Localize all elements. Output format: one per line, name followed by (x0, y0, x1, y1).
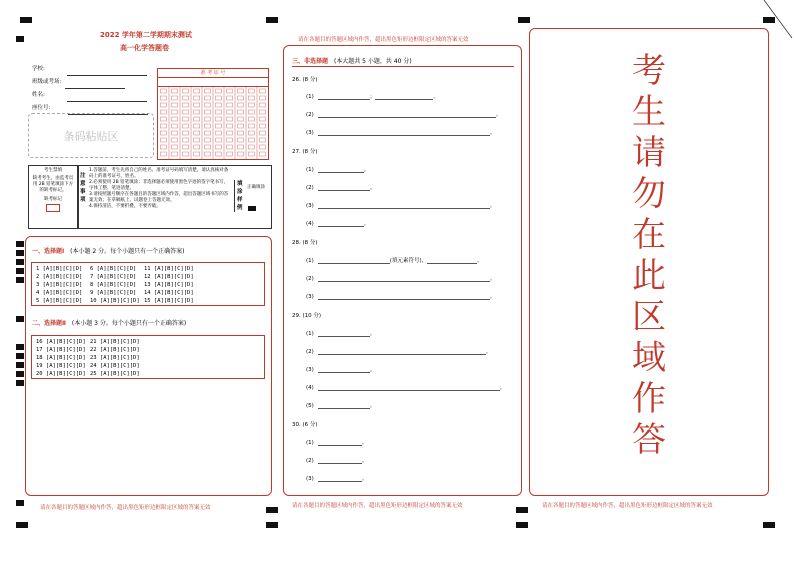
choice-item[interactable]: 3 [A][B][C][D] (36, 282, 83, 288)
exam-number-bubble[interactable] (216, 89, 222, 93)
alignment-mark (16, 344, 24, 350)
exam-number-bubble[interactable] (249, 124, 255, 128)
fill-sample-label: 填涂样例 (234, 180, 245, 212)
no-answer-zone (529, 28, 769, 496)
no-answer-char: 生 (632, 92, 666, 132)
choice-item[interactable]: 18 [A][B][C][D] (36, 355, 86, 361)
q27-answer-1[interactable]: (1) 。 (306, 167, 370, 173)
exam-number-bubble[interactable] (249, 110, 255, 114)
q26-answer-2[interactable]: (2) 。 (306, 112, 502, 118)
instruction-item: 4.保持清洁，不要折叠，不要弄破。 (89, 204, 161, 209)
section2-header (32, 318, 186, 327)
exam-number-bubble[interactable] (183, 117, 189, 121)
exam-number-bubble[interactable] (238, 124, 244, 128)
barcode-label: 条码粘贴区 (63, 129, 119, 143)
no-answer-char: 考 (632, 51, 666, 91)
exam-number-bubble[interactable] (183, 145, 189, 149)
exam-number-bubble[interactable] (249, 152, 255, 156)
no-answer-char: 作 (632, 379, 666, 419)
choice-item[interactable]: 21 [A][B][C][D] (90, 339, 140, 345)
sheet-subtitle: 高一化学答题卷 (120, 44, 169, 52)
choice-item[interactable]: 24 [A][B][C][D] (90, 363, 140, 369)
exam-number-bubble[interactable] (216, 131, 222, 135)
exam-number-bubble[interactable] (216, 103, 222, 107)
no-answer-char: 答 (632, 420, 666, 460)
section2-title: 二、选择题Ⅱ (32, 320, 66, 327)
choice-item[interactable]: 10 [A][B][C][D] (90, 298, 140, 304)
alignment-mark (516, 507, 528, 513)
no-answer-char: 在 (632, 215, 666, 255)
exam-number-bubble[interactable] (260, 103, 266, 107)
exam-number-bubble[interactable] (172, 110, 178, 114)
exam-number-bubble[interactable] (216, 138, 222, 142)
exam-number-bubble[interactable] (238, 152, 244, 156)
exam-number-bubble[interactable] (238, 131, 244, 135)
exam-number-bubble[interactable] (183, 103, 189, 107)
choice-item[interactable]: 4 [A][B][C][D] (36, 290, 83, 296)
alignment-mark (16, 353, 24, 359)
choice-item[interactable]: 13 [A][B][C][D] (144, 282, 194, 288)
absence-title: 考生禁填 (44, 168, 62, 173)
free-response-section (283, 45, 522, 496)
no-answer-char: 域 (632, 338, 666, 378)
exam-number-bubble[interactable] (194, 131, 200, 135)
q27-answer-4[interactable]: (4) 。 (306, 221, 370, 227)
q27-label: 27. (8 分) (292, 149, 318, 155)
choice-item[interactable]: 9 [A][B][C][D] (90, 290, 137, 296)
exam-number-bubble[interactable] (172, 124, 178, 128)
exam-number-bubble[interactable] (260, 138, 266, 142)
barcode-area (28, 113, 154, 158)
exam-number-bubble[interactable] (216, 152, 222, 156)
exam-number-bubble[interactable] (216, 110, 222, 114)
section1-header (32, 246, 184, 255)
exam-number-bubble[interactable] (205, 117, 211, 121)
name-field[interactable] (67, 94, 147, 102)
choice-item[interactable]: 20 [A][B][C][D] (36, 371, 86, 377)
exam-number-bubble[interactable] (227, 145, 233, 149)
exam-number-bubble[interactable] (172, 138, 178, 142)
alignment-mark (16, 362, 24, 368)
exam-number-bubble[interactable] (205, 96, 211, 100)
choice-item[interactable]: 17 [A][B][C][D] (36, 347, 86, 353)
answer-area-notice: 请在各题目的答题区域内作答，超出黑色矩形边框限定区域的答案无效 (298, 37, 469, 43)
school-field[interactable] (67, 68, 147, 76)
alignment-mark (16, 250, 24, 256)
q28-answer-3[interactable]: (3) 。 (306, 294, 496, 300)
exam-number-bubble[interactable] (183, 110, 189, 114)
exam-number-bubble[interactable] (194, 145, 200, 149)
exam-number-bubble[interactable] (260, 145, 266, 149)
section2-grid[interactable] (31, 335, 265, 379)
exam-number-bubble[interactable] (238, 110, 244, 114)
section3-desc: (本大题共 5 小题，共 40 分) (333, 58, 412, 65)
exam-number-bubble[interactable] (161, 138, 167, 142)
exam-number-bubble[interactable] (172, 152, 178, 156)
exam-number-bubble[interactable] (227, 138, 233, 142)
exam-number-bubble[interactable] (172, 117, 178, 121)
choice-item[interactable]: 19 [A][B][C][D] (36, 363, 86, 369)
instruction-item: 2.必须使用 2B 铅笔填涂；非选择题必须使用黑色字迹的签字笔书写，字体工整、笔迹清楚。 (89, 180, 229, 191)
exam-number-title: 准 考 证 号 (158, 69, 268, 78)
choice-item[interactable]: 2 [A][B][C][D] (36, 274, 83, 280)
answer-area-notice: 请在各题目的答题区域内作答，超出黑色矩形边框限定区域的答案无效 (542, 503, 713, 509)
q29-answer-3[interactable]: (3) 。 (306, 367, 376, 373)
exam-number-bubble[interactable] (194, 96, 200, 100)
exam-number-bubble[interactable] (227, 152, 233, 156)
exam-number-bubble[interactable] (161, 131, 167, 135)
choice-item[interactable]: 8 [A][B][C][D] (90, 282, 137, 288)
choice-item[interactable]: 1 [A][B][C][D] (36, 266, 83, 272)
q29-label: 29. (10 分) (292, 313, 322, 319)
alignment-mark (16, 316, 24, 322)
exam-number-bubble[interactable] (260, 131, 266, 135)
exam-number-bubble[interactable] (238, 96, 244, 100)
exam-number-bubble[interactable] (227, 103, 233, 107)
absence-mark-label: 缺考标记 (44, 197, 62, 202)
alignment-mark (763, 522, 775, 528)
choice-item[interactable]: 25 [A][B][C][D] (90, 371, 140, 377)
no-answer-char: 勿 (632, 174, 666, 214)
exam-number-grid[interactable] (157, 68, 269, 160)
exam-number-bubble[interactable] (238, 103, 244, 107)
exam-number-bubble[interactable] (249, 131, 255, 135)
choice-item[interactable]: 11 [A][B][C][D] (144, 266, 194, 272)
exam-number-bubble[interactable] (205, 152, 211, 156)
section1-grid[interactable] (31, 262, 265, 306)
exam-number-bubble[interactable] (183, 138, 189, 142)
alignment-mark (266, 522, 278, 528)
instruction-item: 1.答题前，考生先将自己的姓名、准考证号码填写清楚，请认真核对条码上的准考证号、姓名。 (89, 168, 229, 179)
alignment-mark (16, 268, 24, 274)
q26-label: 26. (8 分) (292, 77, 318, 83)
choice-item[interactable]: 16 [A][B][C][D] (36, 339, 86, 345)
exam-number-bubble[interactable] (161, 110, 167, 114)
exam-number-bubble[interactable] (216, 117, 222, 121)
exam-number-bubble[interactable] (205, 110, 211, 114)
exam-number-bubble[interactable] (216, 96, 222, 100)
exam-number-bubble[interactable] (161, 96, 167, 100)
alignment-mark (16, 36, 24, 42)
alignment-mark (516, 522, 528, 528)
exam-number-bubble[interactable] (227, 124, 233, 128)
exam-number-bubble[interactable] (172, 96, 178, 100)
class-field[interactable] (65, 81, 125, 89)
exam-number-bubble[interactable] (260, 96, 266, 100)
exam-number-bubble[interactable] (194, 89, 200, 93)
exam-number-bubble[interactable] (227, 131, 233, 135)
exam-number-bubble[interactable] (194, 110, 200, 114)
exam-number-bubble[interactable] (172, 131, 178, 135)
exam-number-bubble[interactable] (205, 145, 211, 149)
instructions-list (89, 168, 229, 210)
exam-number-bubble[interactable] (238, 145, 244, 149)
section3-header (292, 56, 412, 65)
q30-label: 30. (6 分) (292, 422, 318, 428)
alignment-mark (266, 507, 278, 513)
no-answer-char: 此 (632, 256, 666, 296)
q30-answer-1[interactable]: (1) 。 (306, 440, 368, 446)
exam-number-bubble[interactable] (249, 138, 255, 142)
school-label: 学校: (32, 66, 45, 72)
section2-desc: (本小题 3 分。每个小题只有一个正确答案) (71, 320, 187, 327)
exam-number-bubble[interactable] (183, 124, 189, 128)
exam-number-bubble[interactable] (260, 117, 266, 121)
exam-number-bubble[interactable] (194, 117, 200, 121)
q26-answer-3[interactable]: (3) 。 (306, 130, 496, 136)
exam-number-bubble[interactable] (249, 145, 255, 149)
exam-number-bubble[interactable] (216, 124, 222, 128)
exam-number-bubble[interactable] (238, 89, 244, 93)
sheet-title: 2022 学年第二学期期末测试 (100, 31, 192, 39)
alignment-mark (518, 17, 530, 23)
exam-number-bubble[interactable] (172, 89, 178, 93)
exam-number-bubble[interactable] (227, 117, 233, 121)
choice-item[interactable]: 14 [A][B][C][D] (144, 290, 194, 296)
exam-number-bubble[interactable] (183, 96, 189, 100)
alignment-mark (16, 380, 24, 386)
no-answer-char: 区 (632, 297, 666, 337)
q28-answer-1[interactable]: (1) (填元素符号)， 。 (306, 258, 483, 264)
alignment-mark (16, 277, 24, 283)
instructions-side-label: 注意事项 (80, 173, 86, 203)
exam-number-bubble[interactable] (161, 152, 167, 156)
q29-answer-5[interactable]: (5) 。 (306, 403, 376, 409)
answer-area-notice: 请在各题目的答题区域内作答，超出黑色矩形边框限定区域的答案无效 (40, 505, 211, 511)
q28-answer-2[interactable]: (2) 。 (306, 276, 496, 282)
name-label: 姓名: (32, 92, 45, 98)
exam-number-bubble[interactable] (161, 117, 167, 121)
exam-number-bubble[interactable] (216, 145, 222, 149)
exam-number-bubble[interactable] (172, 145, 178, 149)
exam-number-bubble[interactable] (260, 124, 266, 128)
exam-number-bubble[interactable] (183, 89, 189, 93)
exam-number-bubble[interactable] (249, 89, 255, 93)
alignment-mark (16, 241, 24, 247)
q29-answer-2[interactable]: (2) 。 (306, 349, 492, 355)
alignment-mark (16, 371, 24, 377)
q30-answer-3[interactable]: (3) 。 (306, 476, 368, 482)
choice-section (25, 236, 272, 496)
exam-number-bubble[interactable] (205, 89, 211, 93)
choice-item[interactable]: 23 [A][B][C][D] (90, 355, 140, 361)
class-label: 班级或考场: (32, 79, 62, 85)
correct-fill-label: 正确填涂 (247, 185, 265, 190)
section1-desc: (本小题 2 分。每个小题只有一个正确答案) (70, 248, 185, 255)
absence-mark-box[interactable] (46, 204, 60, 212)
exam-number-bubble[interactable] (161, 124, 167, 128)
alignment-mark (16, 259, 24, 265)
instructions-box (78, 165, 272, 229)
alignment-mark (266, 17, 278, 23)
answer-area-notice: 请在各题目的答题区域内作答，超出黑色矩形边框限定区域的答案无效 (292, 503, 463, 509)
exam-number-bubble[interactable] (205, 138, 211, 142)
exam-number-bubble[interactable] (194, 124, 200, 128)
exam-number-bubble[interactable] (227, 110, 233, 114)
exam-number-bubble[interactable] (194, 138, 200, 142)
exam-number-bubble[interactable] (249, 103, 255, 107)
q27-answer-3[interactable]: (3) 。 (306, 203, 496, 209)
exam-number-bubble[interactable] (183, 131, 189, 135)
choice-item[interactable]: 6 [A][B][C][D] (90, 266, 137, 272)
absence-box (28, 165, 78, 229)
exam-number-bubble[interactable] (260, 110, 266, 114)
exam-number-bubbles[interactable] (158, 87, 268, 159)
exam-number-bubble[interactable] (227, 89, 233, 93)
exam-number-bubble[interactable] (194, 103, 200, 107)
choice-item[interactable]: 15 [A][B][C][D] (144, 298, 194, 304)
q28-label: 28. (8 分) (292, 240, 318, 246)
exam-number-bubble[interactable] (249, 117, 255, 121)
choice-item[interactable]: 5 [A][B][C][D] (36, 298, 83, 304)
q29-answer-4[interactable]: (4) 。 (306, 385, 506, 391)
exam-number-bubble[interactable] (238, 138, 244, 142)
no-answer-char: 请 (632, 133, 666, 173)
exam-number-bubble[interactable] (260, 152, 266, 156)
alignment-mark (16, 500, 24, 506)
exam-number-bubble[interactable] (161, 103, 167, 107)
exam-number-bubble[interactable] (161, 145, 167, 149)
exam-number-bubble[interactable] (205, 124, 211, 128)
choice-item[interactable]: 22 [A][B][C][D] (90, 347, 140, 353)
exam-number-bubble[interactable] (205, 131, 211, 135)
seat-label: 座位号: (32, 105, 51, 111)
student-info (32, 63, 148, 115)
instruction-item: 3.请按照题号顺序在各题目的答题区域内作答，超出答题区域书写的答案无效；在草稿纸上、试题卷上答题无效。 (89, 192, 229, 203)
section1-title: 一、选择题Ⅰ (32, 248, 65, 255)
absence-desc: 缺考考生，由监考员用 2B 铅笔填涂下方的缺考标记。 (32, 176, 74, 193)
exam-number-bubble[interactable] (161, 89, 167, 93)
exam-number-bubble[interactable] (227, 96, 233, 100)
exam-number-bubble[interactable] (194, 152, 200, 156)
choice-item[interactable]: 7 [A][B][C][D] (90, 274, 137, 280)
q26-answer-1[interactable]: (1) ； 。 (306, 94, 439, 100)
q29-answer-1[interactable]: (1) 。 (306, 331, 376, 337)
exam-number-write-row[interactable] (158, 78, 268, 87)
alignment-mark (20, 17, 32, 23)
section3-divider (292, 66, 514, 67)
exam-number-bubble[interactable] (249, 96, 255, 100)
exam-number-bubble[interactable] (183, 152, 189, 156)
exam-number-bubble[interactable] (238, 117, 244, 121)
exam-number-bubble[interactable] (260, 89, 266, 93)
alignment-mark (16, 522, 28, 528)
choice-item[interactable]: 12 [A][B][C][D] (144, 274, 194, 280)
section3-title: 三、非选择题 (292, 58, 329, 65)
q30-answer-2[interactable]: (2) 。 (306, 458, 368, 464)
exam-number-bubble[interactable] (205, 103, 211, 107)
q27-answer-2[interactable]: (2) 。 (306, 185, 376, 191)
exam-number-bubble[interactable] (172, 103, 178, 107)
